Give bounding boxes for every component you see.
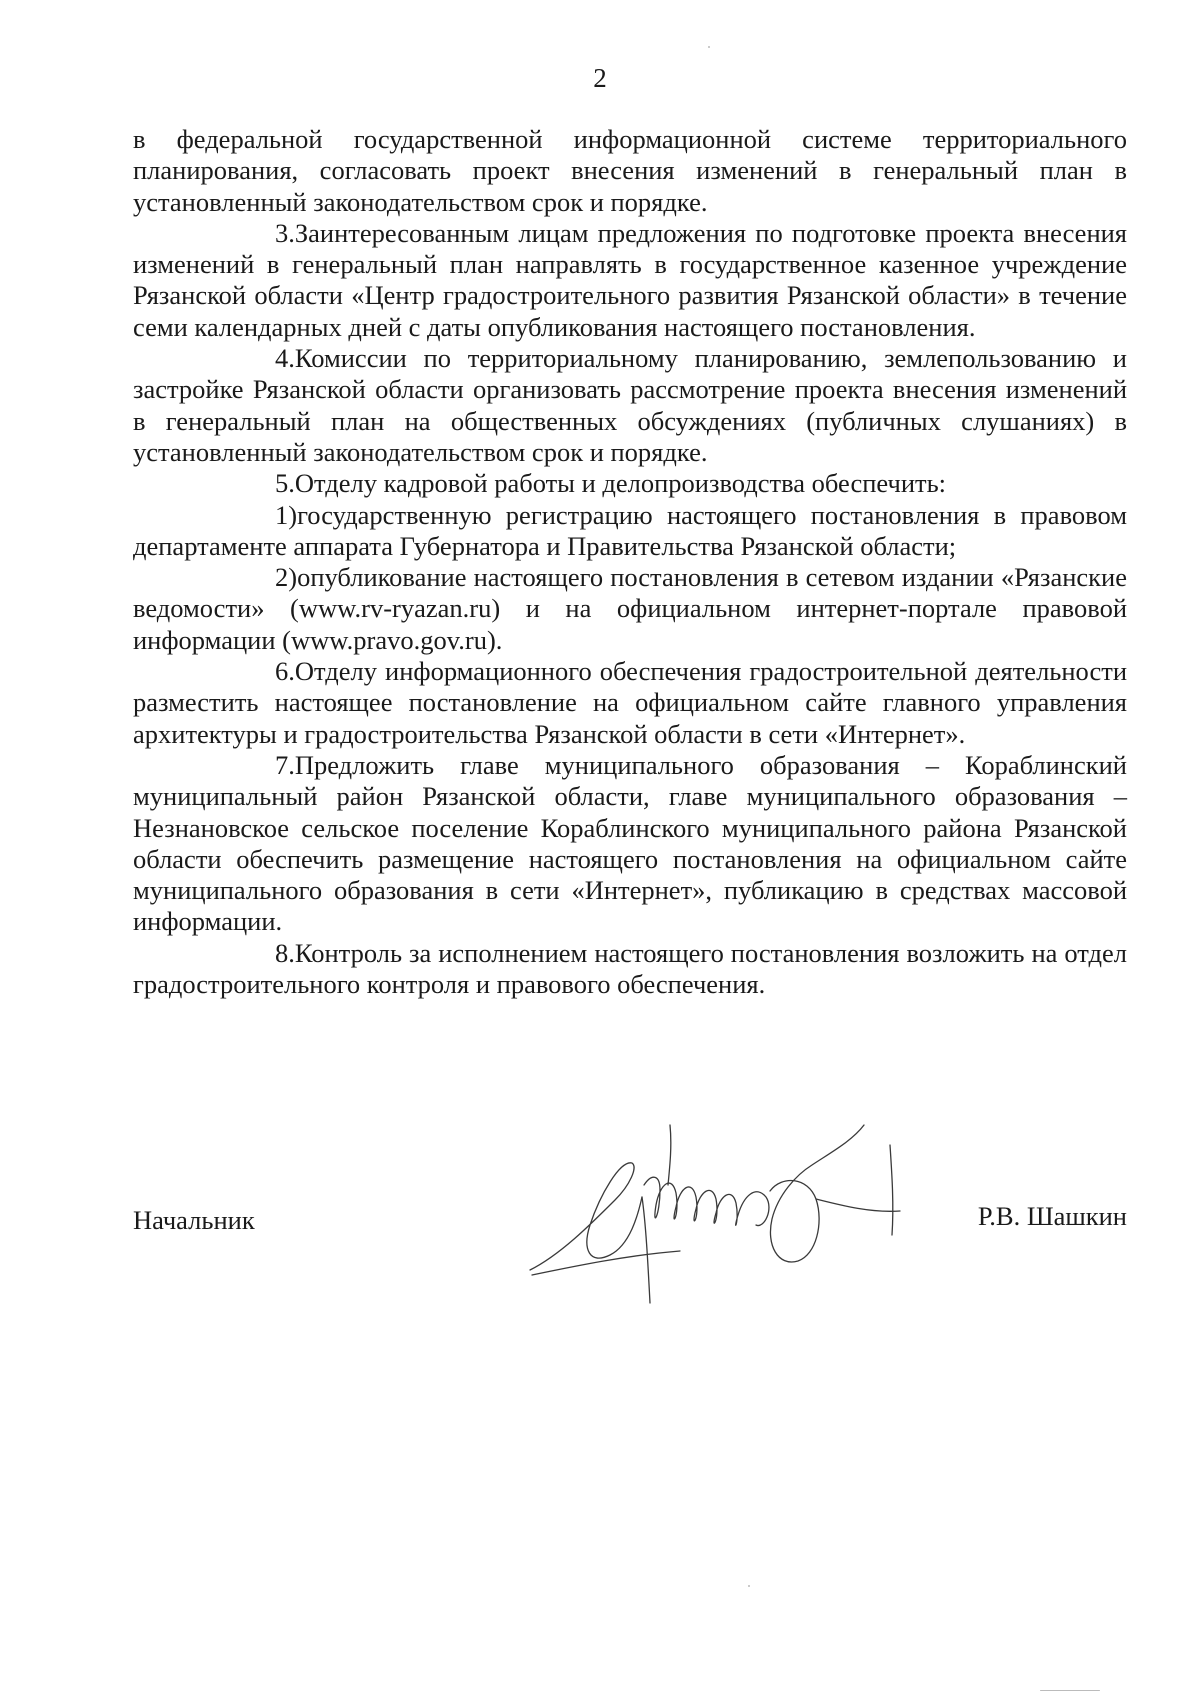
document-body [133, 124, 1127, 1000]
paragraph-item-5 [133, 468, 1127, 499]
paragraph-text: в федеральной государственной информационной системе территориального планирования, согласовать проект внесения изменений в генеральный план в установленный законодательством срок и порядке. [133, 124, 1127, 217]
scan-speck [748, 1585, 750, 1587]
signatory-name: Р.В. Шашкин [977, 1201, 1127, 1231]
paragraph-text: Предложить главе муниципального образования – Кораблинский муниципальный район Рязанской области, главе муниципального образования – Незнановское сельское поселение Кораблинского муниципального района Рязанской области обеспечить размещение настоящего постановления на официальном сайте муниципального образования в сети «Интернет», публикацию в средствах массовой информации. [133, 749, 1127, 937]
scan-speck [708, 46, 710, 48]
paragraph-item-3 [133, 218, 1127, 343]
scan-speck [1040, 1690, 1100, 1691]
paragraph-text: Контроль за исполнением настоящего постановления возложить на отдел градостроительного контроля и правового обеспечения. [133, 937, 1127, 1000]
paragraph-item-4 [133, 343, 1127, 468]
paragraph-item-7 [133, 750, 1127, 938]
signatory-position: Начальник [133, 1205, 255, 1235]
paragraph-number: 3. [275, 217, 295, 248]
paragraph-number: 8. [275, 937, 295, 968]
paragraph-number: 2) [275, 562, 298, 593]
paragraph-text: государственную регистрацию настоящего постановления в правовом департаменте аппарата Губернатора и Правительства Рязанской области; [133, 499, 1127, 561]
paragraph-text: Отделу кадровой работы и делопроизводства обеспечить: [294, 468, 947, 499]
paragraph-continued [133, 124, 1127, 218]
paragraph-subitem-5-2 [133, 562, 1127, 656]
paragraph-number: 5. [275, 468, 295, 499]
page-number: 2 [593, 63, 607, 93]
paragraph-number: 6. [275, 656, 295, 687]
paragraph-number: 1) [275, 499, 298, 530]
paragraph-text: Комиссии по территориальному планированию, землепользованию и застройке Рязанской области организовать рассмотрение проекта внесения изменений в генеральный план на общественных обсуждениях (публичных слушаниях) в установленный законодательством срок и порядке. [133, 343, 1127, 467]
paragraph-item-8 [133, 938, 1127, 1001]
paragraph-text: Отделу информационного обеспечения градостроительной деятельности разместить настоящее постановление на официальном сайте главного управления архитектуры и градостроительства Рязанской области в сети «Интернет». [133, 656, 1127, 749]
paragraph-item-6 [133, 656, 1127, 750]
paragraph-subitem-5-1 [133, 500, 1127, 563]
paragraph-text: опубликование настоящего постановления в сетевом издании «Рязанские ведомости» (www.rv-ryazan.ru) и на официальном интернет-портале правовой информации (www.pravo.gov.ru). [133, 562, 1127, 655]
paragraph-number: 7. [275, 749, 295, 780]
paragraph-text: Заинтересованным лицам предложения по подготовке проекта внесения изменений в генеральный план направлять в государственное казенное учреждение Рязанской области «Центр градостроительного развития Рязанской области» в течение семи календарных дней с даты опубликования настоящего постановления. [133, 217, 1127, 342]
paragraph-number: 4. [275, 343, 295, 374]
signature-block [133, 1187, 1127, 1235]
